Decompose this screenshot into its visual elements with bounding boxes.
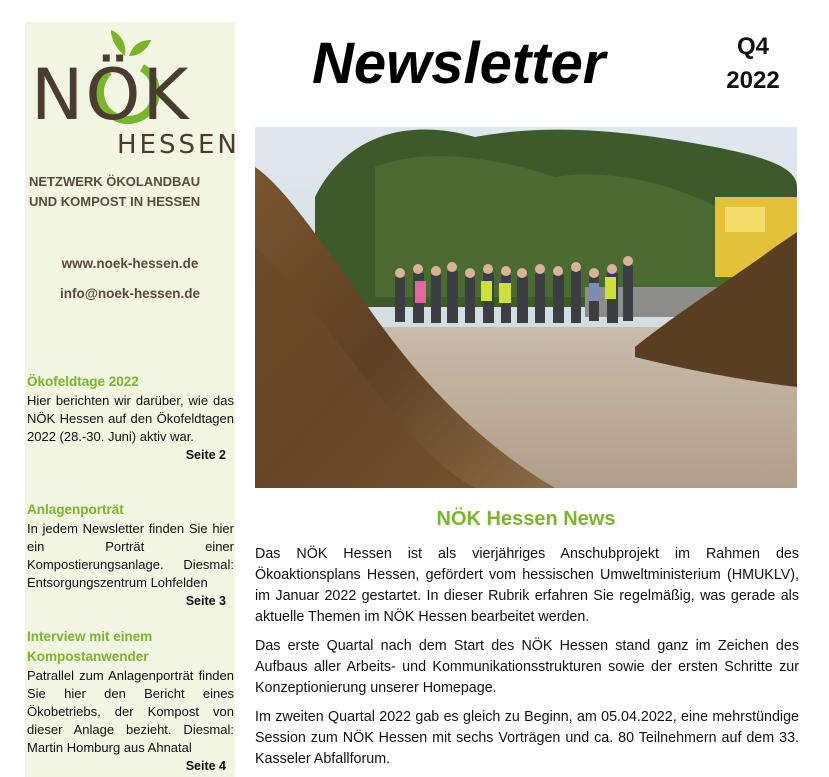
- toc-item-interview[interactable]: [27, 627, 234, 775]
- noek-logo: [29, 26, 240, 176]
- toc-item-text: Hier berichten wir darüber, wie das NÖK Hessen auf den Ökofeldtagen 2022 (28.-30. Juni) aktiv war.: [27, 393, 234, 444]
- issue-label: [718, 30, 788, 98]
- org-line-2: UND KOMPOST IN HESSEN: [29, 194, 201, 209]
- compost-site-photo: [255, 127, 797, 488]
- toc-item-page: Seite 4: [185, 759, 226, 773]
- toc-item-title[interactable]: Ökofeldtage 2022: [27, 374, 139, 389]
- toc-item-title[interactable]: Anlagenporträt: [27, 502, 124, 517]
- toc-item-text: Patrallel zum Anlagenporträt finden Sie hier den Bericht eines Ökobetriebs, der Kompost von dieser Anlage bezieht. Diesmal: Martin Homburg aus Ahnatal: [27, 668, 234, 755]
- organization-name: [29, 172, 234, 212]
- sidebar: [25, 22, 240, 777]
- news-paragraph: Das NÖK Hessen ist als vierjähriges Anschubprojekt im Rahmen des Ökoaktionsplans Hessen, gefördert vom hessischen Umweltministerium (HMUKLV), im Januar 2022 gestartet. In dieser Rubrik erfahren Sie regelmäßig, was gerade als aktuelle Themen im NÖK Hessen bearbeitet werden.: [255, 546, 799, 625]
- toc-item-anlagenportraet[interactable]: [27, 500, 234, 610]
- issue-quarter: Q4: [736, 33, 769, 60]
- logo-subtitle: HESSEN: [117, 130, 240, 160]
- newsletter-title: Newsletter: [312, 31, 606, 96]
- news-paragraph: Im zweiten Quartal 2022 gab es gleich zu Beginn, am 05.04.2022, eine mehrstündige Session zum NÖK Hessen mit sechs Vorträgen und ca. 80 Teilnehmern auf dem 33. Kasseler Abfallforum.: [255, 709, 799, 767]
- toc-item-oekofeldtage[interactable]: [27, 372, 234, 464]
- email-link[interactable]: info@noek-hessen.de: [60, 286, 200, 301]
- news-paragraph: Das erste Quartal nach dem Start des NÖK Hessen stand ganz im Zeichen des Aufbaus aller Arbeits- und Kommunikationsstrukturen sowie der ersten Schritte zur Konzeptionierung unserer Homepage.: [255, 638, 799, 696]
- website-link[interactable]: www.noek-hessen.de: [61, 256, 199, 271]
- issue-year: 2022: [726, 67, 780, 94]
- toc-item-page: Seite 3: [185, 594, 226, 608]
- news-section-title: NÖK Hessen News: [436, 508, 616, 530]
- toc-item-page: Seite 2: [185, 448, 226, 462]
- toc-item-text: In jedem Newsletter finden Sie hier ein Porträt einer Kompostierungsanlage. Diesmal: Entsorgungszentrum Lohfelden: [27, 521, 234, 590]
- logo-wordmark: NÖK: [31, 54, 191, 136]
- toc-item-title[interactable]: Interview mit einem Kompostanwender: [27, 629, 153, 664]
- org-line-1: NETZWERK ÖKOLANDBAU: [29, 174, 201, 189]
